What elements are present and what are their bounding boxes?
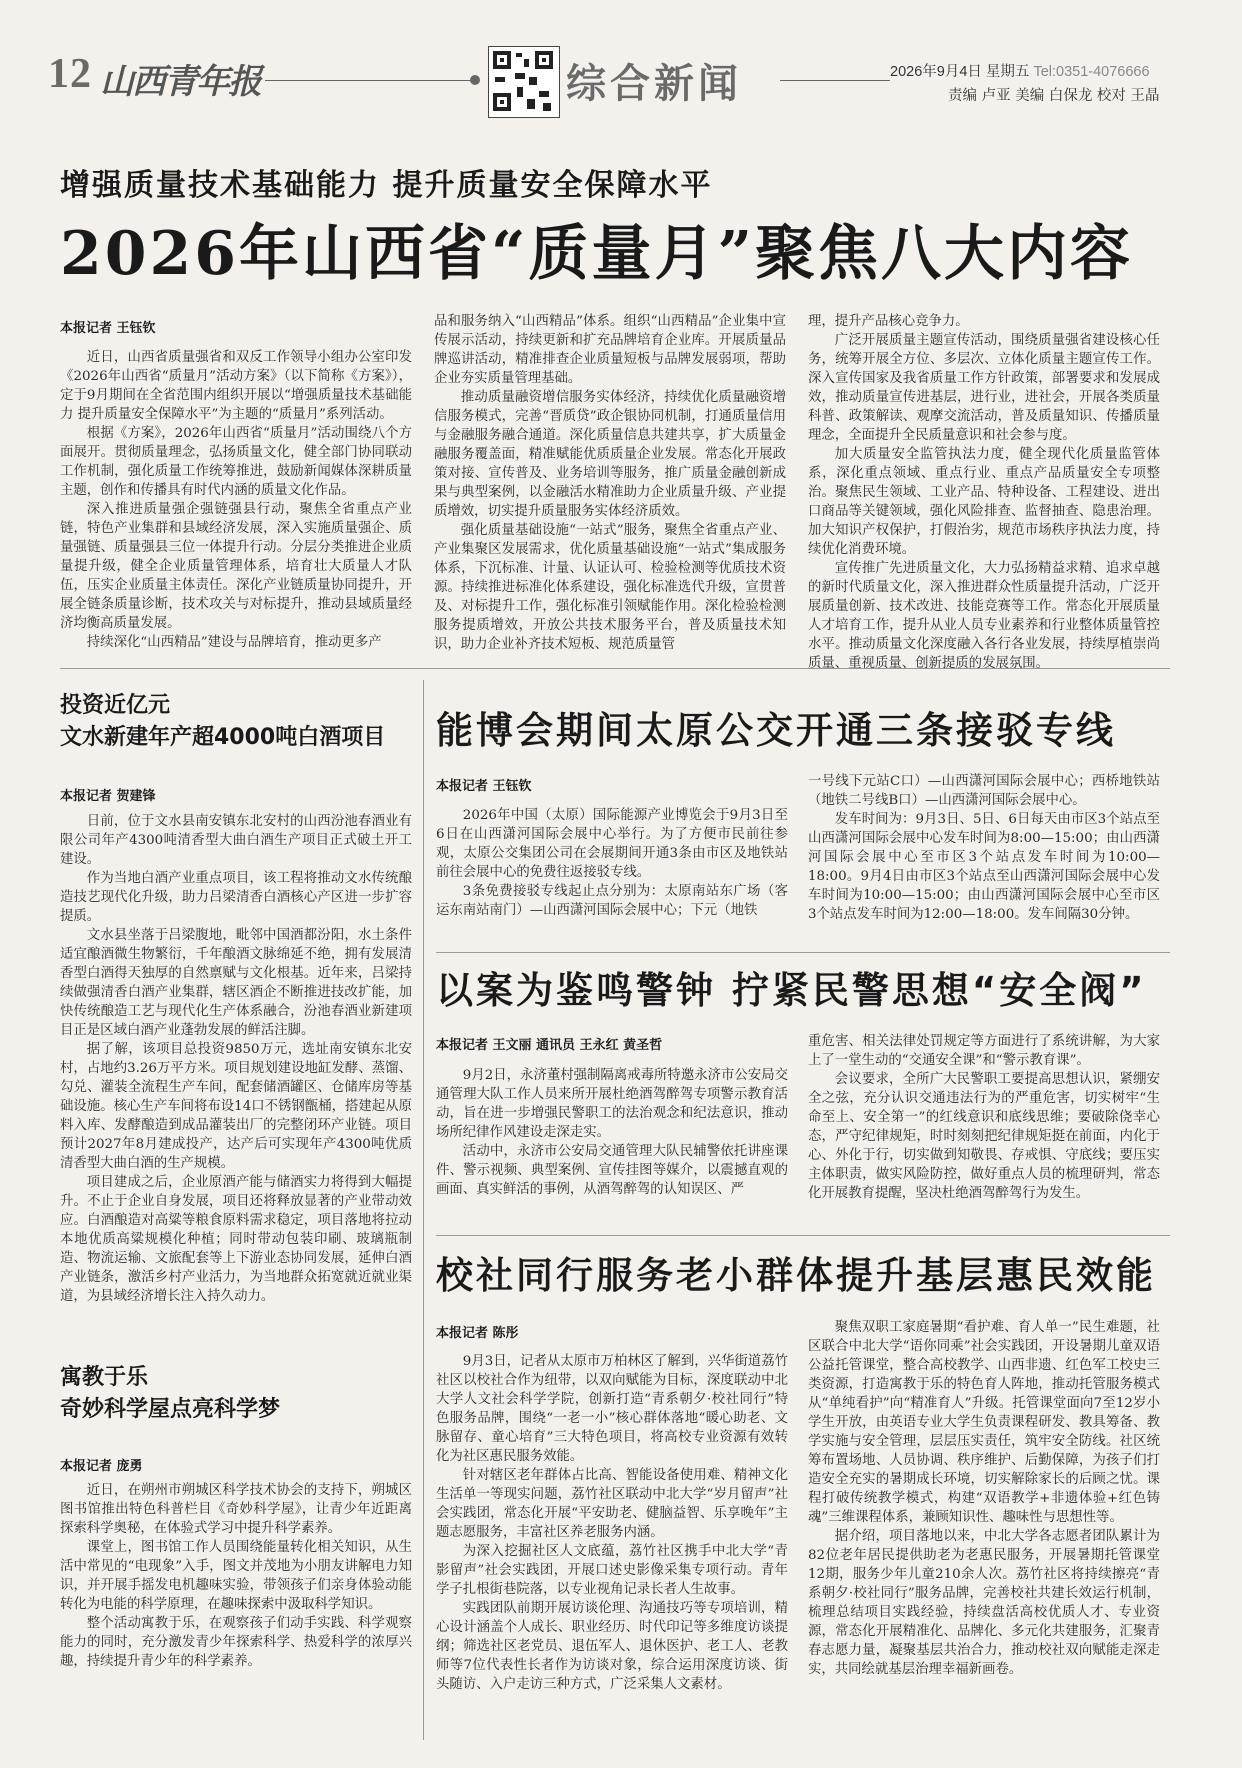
- elder-title: 校社同行服务老小群体提升基层惠民效能: [436, 1254, 1156, 1297]
- paragraph: 品和服务纳入“山西精品”体系。组织“山西精品”企业集中宣传展示活动，持续更新和扩充品牌培育企业库。开展质量品牌巡讲活动，精准排查企业质量短板与品牌发展弱项，帮助企业夯实质量管理基础。: [434, 314, 786, 386]
- qr-code-icon[interactable]: [488, 46, 560, 118]
- lead-headline: 2026年山西省“质量月”聚焦八大内容: [60, 219, 1134, 289]
- paragraph: 9月3日，记者从太原市万柏林区了解到，兴华街道荔竹社区以校社合作为纽带，以双向赋能为目标，深度联动中北大学人文社会科学学院，创新打造“青系朝夕·校社同行”特色服务品牌，围绕“一老一小”核心群体落地“暖心助老、文脉留存、童心培育”三大特色项目，将高校专业资源有效转化为社区惠民服务效能。: [436, 1354, 788, 1464]
- paragraph: 整个活动寓教于乐，在观察孩子们动手实践、科学观察能力的同时，充分激发青少年探索科学、热爱科学的浓厚兴趣，持续提升青少年的科学素养。: [60, 1616, 412, 1669]
- paragraph: 活动中，永济市公安局交通管理大队民辅警依托讲座课件、警示视频、典型案例、宣传挂图等媒介，以震撼直观的画面、真实鲜活的事例，从酒驾醉驾的认知误区、严: [436, 1144, 788, 1197]
- paragraph: 理，提升产品核心竞争力。: [808, 314, 969, 329]
- masthead-rule-cap: [470, 75, 480, 85]
- page-number: 12: [48, 51, 92, 97]
- issue-date: 2026年9月4日 星期五: [890, 64, 1030, 80]
- liquor-body: [60, 812, 412, 1306]
- elder-byline: 本报记者 陈彤: [436, 1326, 519, 1341]
- liquor-title-line-2: 文水新建年产超4000吨白酒项目: [60, 725, 386, 750]
- science-title-line-1: 寓教于乐: [60, 1365, 149, 1390]
- police-column-1: [436, 1066, 788, 1199]
- bus-column-2: [808, 772, 1160, 924]
- paragraph: 重危害、相关法律处罚规定等方面进行了系统讲解，为大家上了一堂生动的“交通安全课”和“警示教育课”。: [808, 1034, 1160, 1068]
- paragraph: 据介绍，项目落地以来，中北大学各志愿者团队累计为82位老年居民提供助老为老惠民服务，开展暑期托管课堂12期，服务少年儿童210余人次。荔竹社区将持续擦亮“青系朝夕·校社同行”服务品牌，完善校社共建长效运行机制，梳理总结项目实践经验，持续盘活高校优质人才、专业资源，常态化开展精准化、品牌化、多元化共建服务，汇聚青春志愿力量，凝聚基层共治合力，推动校社双向赋能走深走实，共同绘就基层治理幸福新画卷。: [808, 1529, 1160, 1677]
- paragraph: 为深入挖掘社区人文底蕴，荔竹社区携手中北大学“青影留声”社会实践团，开展口述史影像采集专项行动。青年学子扎根街巷院落，以专业视角记录长者人生故事。: [436, 1544, 788, 1597]
- bus-title: 能博会期间太原公交开通三条接驳专线: [436, 709, 1116, 752]
- police-byline: 本报记者 王文丽 通讯员 王永红 黄圣哲: [436, 1038, 663, 1053]
- editors-credit: 责编 卢亚 美编 白保龙 校对 王晶: [948, 88, 1160, 104]
- lead-column-3: [808, 312, 1160, 673]
- liquor-title-line-1: 投资近亿元: [60, 693, 171, 718]
- section-divider: [60, 668, 1170, 669]
- paragraph: 广泛开展质量主题宣传活动，围绕质量强省建设核心任务，统筹开展全方位、多层次、立体化质量主题宣传工作。深入宣传国家及我省质量工作方针政策，部署要求和发展成效，推动质量宣传进基层，进行业，进社会，开展各类质量科普、政策解读、观摩交流活动，普及质量知识、传播质量理念，全面提升全民质量意识和社会参与度。: [808, 333, 1160, 443]
- telephone: Tel:0351-4076666: [1033, 64, 1150, 80]
- column-divider: [423, 680, 424, 1740]
- paragraph: 项目建成之后，企业原酒产能与储酒实力将得到大幅提升。不止于企业自身发展，项目还将释放显著的产业带动效应。白酒酿造对高粱等粮食原料需求稳定，项目落地将拉动本地优质高粱规模化种植；同时带动包装印刷、玻璃瓶制造、物流运输、文旅配套等上下游业态协同发展，延伸白酒产业链条，激活乡村产业活力，为当地群众拓宽就近就业渠道，为县域经济增长注入持久动力。: [60, 1175, 412, 1304]
- police-title: 以案为鉴鸣警钟 拧紧民警思想“安全阀”: [436, 969, 1147, 1012]
- liquor-title: [60, 690, 410, 754]
- elder-column-2: [808, 1318, 1160, 1679]
- lead-column-2: [434, 312, 786, 654]
- paragraph: 一号线下元站C口）—山西潇河国际会展中心；西桥地铁站（地铁二号线B口）—山西潇河国际会展中心。: [808, 774, 1160, 808]
- science-title-line-2: 奇妙科学屋点亮科学梦: [60, 1397, 281, 1422]
- paragraph: 推动质量融资增信服务实体经济，持续优化质量融资增信服务模式，完善“晋质贷”政企银协同机制，打通质量信用与金融服务融合通道。深化质量信息共建共享，扩大质量金融服务覆盖面，精准赋能优质质量企业发展。常态化开展政策对接、宣传普及、业务培训等服务，推广质量金融创新成果与典型案例，以金融活水精准助力企业质量升级、产业提质增效，切实提升质量服务实体经济质效。: [434, 390, 786, 519]
- bus-byline: 本报记者 王钰钦: [436, 779, 532, 794]
- masthead-rule-right: [780, 80, 890, 81]
- issue-date-line: [890, 60, 1150, 81]
- science-byline: 本报记者 庞勇: [60, 1459, 143, 1474]
- bus-column-1: [436, 806, 788, 920]
- newspaper-logo: 山西青年报: [100, 62, 260, 102]
- paragraph: 针对辖区老年群体占比高、智能设备使用难、精神文化生活单一等现实问题，荔竹社区联动中北大学“岁月留声”社会实践团，常态化开展“平安助老、健脑益智、乐享晚年”主题志愿服务，丰富社区养老服务内涵。: [436, 1468, 788, 1540]
- masthead-rule-left: [265, 80, 475, 81]
- paragraph: 作为当地白酒产业重点项目，该工程将推动文水传统酿造技艺现代化升级，助力吕梁清香白酒核心产区进一步扩容提质。: [60, 871, 412, 924]
- science-body: [60, 1481, 412, 1671]
- paragraph: 深入推进质量强企强链强县行动，聚焦全省重点产业链，特色产业集群和县域经济发展，深入实施质量强企、质量强链、质量强县三位一体提升行动。分层分类推进企业质量提升级，健全企业质量管理体系，培育壮大质量人才队伍，压实企业质量主体责任。深化产业链质量协同提升，开展全链条质量诊断，技术攻关与对标提升，推动县域质量经济均衡高质量发展。: [60, 502, 412, 631]
- paragraph: 聚焦双职工家庭暑期“看护难、育人单一”民生难题，社区联合中北大学“语你同乘”社会实践团，开设暑期儿童双语公益托管课堂，整合高校教学、山西非遗、红色军工校史三类资源，打造寓教于乐的特色育人阵地，推动托管服务模式从“单纯看护”向“精准育人”升级。托管课堂面向7至12岁小学生开放，由英语专业大学生负责课程研发、教具筹备、教学实施与安全管理，层层压实责任，筑牢安全防线。社区统筹布置场地、人员协调、秩序维护、后勤保障，为孩子们打造安全充实的暑期成长环境，切实解除家长的后顾之忧。课程打破传统教学模式，构建“双语教学+非遗体验+红色铸魂”三维课程体系，兼顾知识性、趣味性与思想性等。: [808, 1320, 1160, 1525]
- elder-column-1: [436, 1352, 788, 1694]
- section-divider: [436, 952, 1170, 953]
- paragraph: 实践团队前期开展访谈伦理、沟通技巧等专项培训，精心设计涵盖个人成长、职业经历、时代印记等多维度访谈提纲；筛选社区老党员、退伍军人、退休医护、老工人、老教师等7位代表性长者作为访谈对象，综合运用深度访谈、街头随访、入户走访三种方式，广泛采集人文素材。: [436, 1601, 788, 1692]
- paragraph: 近日，山西省质量强省和双反工作领导小组办公室印发《2026年山西省“质量月”活动方案》（以下简称《方案》），定于9月期间在全省范围内组织开展以“增强质量技术基础能力 提升质量安全保障水平”为主题的“质量月”系列活动。: [60, 350, 412, 422]
- lead-column-1: [60, 348, 412, 652]
- paragraph: 持续深化“山西精品”建设与品牌培育，推动更多产: [86, 635, 382, 650]
- section-title: 综合新闻: [566, 60, 742, 107]
- paragraph: 宣传推广先进质量文化，大力弘扬精益求精、追求卓越的新时代质量文化，深入推进群众性质量提升活动，广泛开展质量创新、技术改进、技能竞赛等工作。常态化开展质量人才培育工作，提升从业人员专业素养和行业整体质量管控水平。推动质量文化深度融入各行各业发展，持续厚植崇尚质量、重视质量、创新提质的发展氛围。: [808, 561, 1160, 671]
- lead-byline: 本报记者 王钰钦: [60, 321, 156, 336]
- paragraph: 根据《方案》，2026年山西省“质量月”活动围绕八个方面展开。贯彻质量理念，弘扬质量文化，健全部门协同联动工作机制，强化质量工作统筹推进，鼓励新闻媒体深耕质量主题，创作和传播具有时代内涵的质量文化作品。: [60, 426, 412, 498]
- section-divider: [436, 1235, 1170, 1236]
- paragraph: 日前，位于文水县南安镇东北安村的山西汾池春酒业有限公司年产4300吨清香型大曲白酒生产项目正式破土开工建设。: [60, 814, 412, 867]
- paragraph: 课堂上，图书馆工作人员围绕能量转化相关知识，从生活中常见的“电现象”入手，图文并茂地为小朋友讲解电力知识，并开展手摇发电机趣味实验，带领孩子们亲身体验动能转化为电能的科学原理，在趣味探索中汲取科学知识。: [60, 1540, 412, 1612]
- paragraph: 2026年中国（太原）国际能源产业博览会于9月3日至6日在山西潇河国际会展中心举行。为了方便市民前往参观，太原公交集团公司在会展期间开通3条由市区及地铁站前往会展中心的免费往返接驳专线。: [436, 808, 788, 880]
- police-column-2: [808, 1032, 1160, 1203]
- paragraph: 近日，在朔州市朔城区科学技术协会的支持下，朔城区图书馆推出特色科普栏目《奇妙科学屋》，让青少年近距离探索科学奥秘，在体验式学习中提升科学素养。: [60, 1483, 412, 1536]
- science-title: [60, 1362, 410, 1426]
- paragraph: 加大质量安全监管执法力度，健全现代化质量监管体系，深化重点领域、重点行业、重点产品质量安全专项整治。聚焦民生领域、工业产品、特种设备、工程建设、进出口商品等关键领域，强化风险排查、监督抽查、隐患治理。加大知识产权保护，打假治劣，规范市场秩序执法力度，持续优化消费环境。: [808, 447, 1160, 557]
- paragraph: 发车时间为：9月3日、5日、6日每天由市区3个站点至山西潇河国际会展中心发车时间为8:00—15:00；由山西潇河国际会展中心至市区3个站点发车时间为10:00—18:00。9月4日由市区3个站点至山西潇河国际会展中心发车时间为10:00—15:00；由山西潇河国际会展中心至市区3个站点发车时间为12:00—18:00。发车间隔30分钟。: [808, 812, 1160, 922]
- paragraph: 3条免费接驳专线起止点分别为：太原南站东广场（客运东南站南门）—山西潇河国际会展中心；下元（地铁: [436, 884, 788, 918]
- lead-kicker: 增强质量技术基础能力 提升质量安全保障水平: [60, 168, 713, 203]
- paragraph: 9月2日，永济董村强制隔离戒毒所特邀永济市公安局交通管理大队工作人员来所开展杜绝酒驾醉驾专项警示教育活动，旨在进一步增强民警职工的法治观念和纪法意识，推动场所纪律作风建设走深走实。: [436, 1068, 788, 1140]
- liquor-byline: 本报记者 贺建锋: [60, 789, 156, 804]
- paragraph: 强化质量基础设施“一站式”服务，聚焦全省重点产业、产业集聚区发展需求，优化质量基础设施“一站式”集成服务体系，下沉标准、计量、认证认可、检验检测等优质技术资源。持续推进标准化体系建设，强化标准选代升级，宣贯普及、对标提升工作，强化标准引领赋能作用。深化检验检测服务提质增效，开放公共技术服务平台，普及质量技术知识，助力企业补齐技术短板、规范质量管: [434, 523, 786, 652]
- paragraph: 会议要求，全所广大民警职工要提高思想认识，紧绷安全之弦，充分认识交通违法行为的严重危害，切实树牢“生命至上、安全第一”的红线意识和底线思维；要破除侥幸心态，严守纪律规矩，时时刻刻把纪律规矩挺在前面，内化于心、外化于行，切实做到知敬畏、存戒惧、守底线；要压实主体职责，做实风险防控，做好重点人员的梳理研判，常态化开展教育提醒，坚决杜绝酒驾醉驾行为发生。: [808, 1072, 1160, 1201]
- paragraph: 文水县坐落于吕梁腹地，毗邻中国酒都汾阳，水土条件适宜酿酒微生物繁衍，千年酿酒文脉绵延不绝，拥有发展清香型白酒得天独厚的自然禀赋与文化根基。近年来，吕梁持续做强清香白酒产业集群，辖区酒企不断推进技改扩能，加快传统酿造工艺与现代化生产体系融合，汾池春酒业新建项目正是区域白酒产业蓬勃发展的鲜活注脚。: [60, 928, 412, 1038]
- paragraph: 据了解，该项目总投资9850万元，选址南安镇东北安村，占地约3.26万平方米。项目规划建设地缸发酵、蒸馏、勾兑、灌装全流程生产车间，配套储酒罐区、仓储库房等基础设施。核心生产车间将布设14口不锈钢甑桶，搭建起从原料入库、发酵酿造到成品灌装出厂的完整闭环产业链。项目预计2027年8月建成投产，达产后可实现年产4300吨优质清香型大曲白酒的生产规模。: [60, 1042, 412, 1171]
